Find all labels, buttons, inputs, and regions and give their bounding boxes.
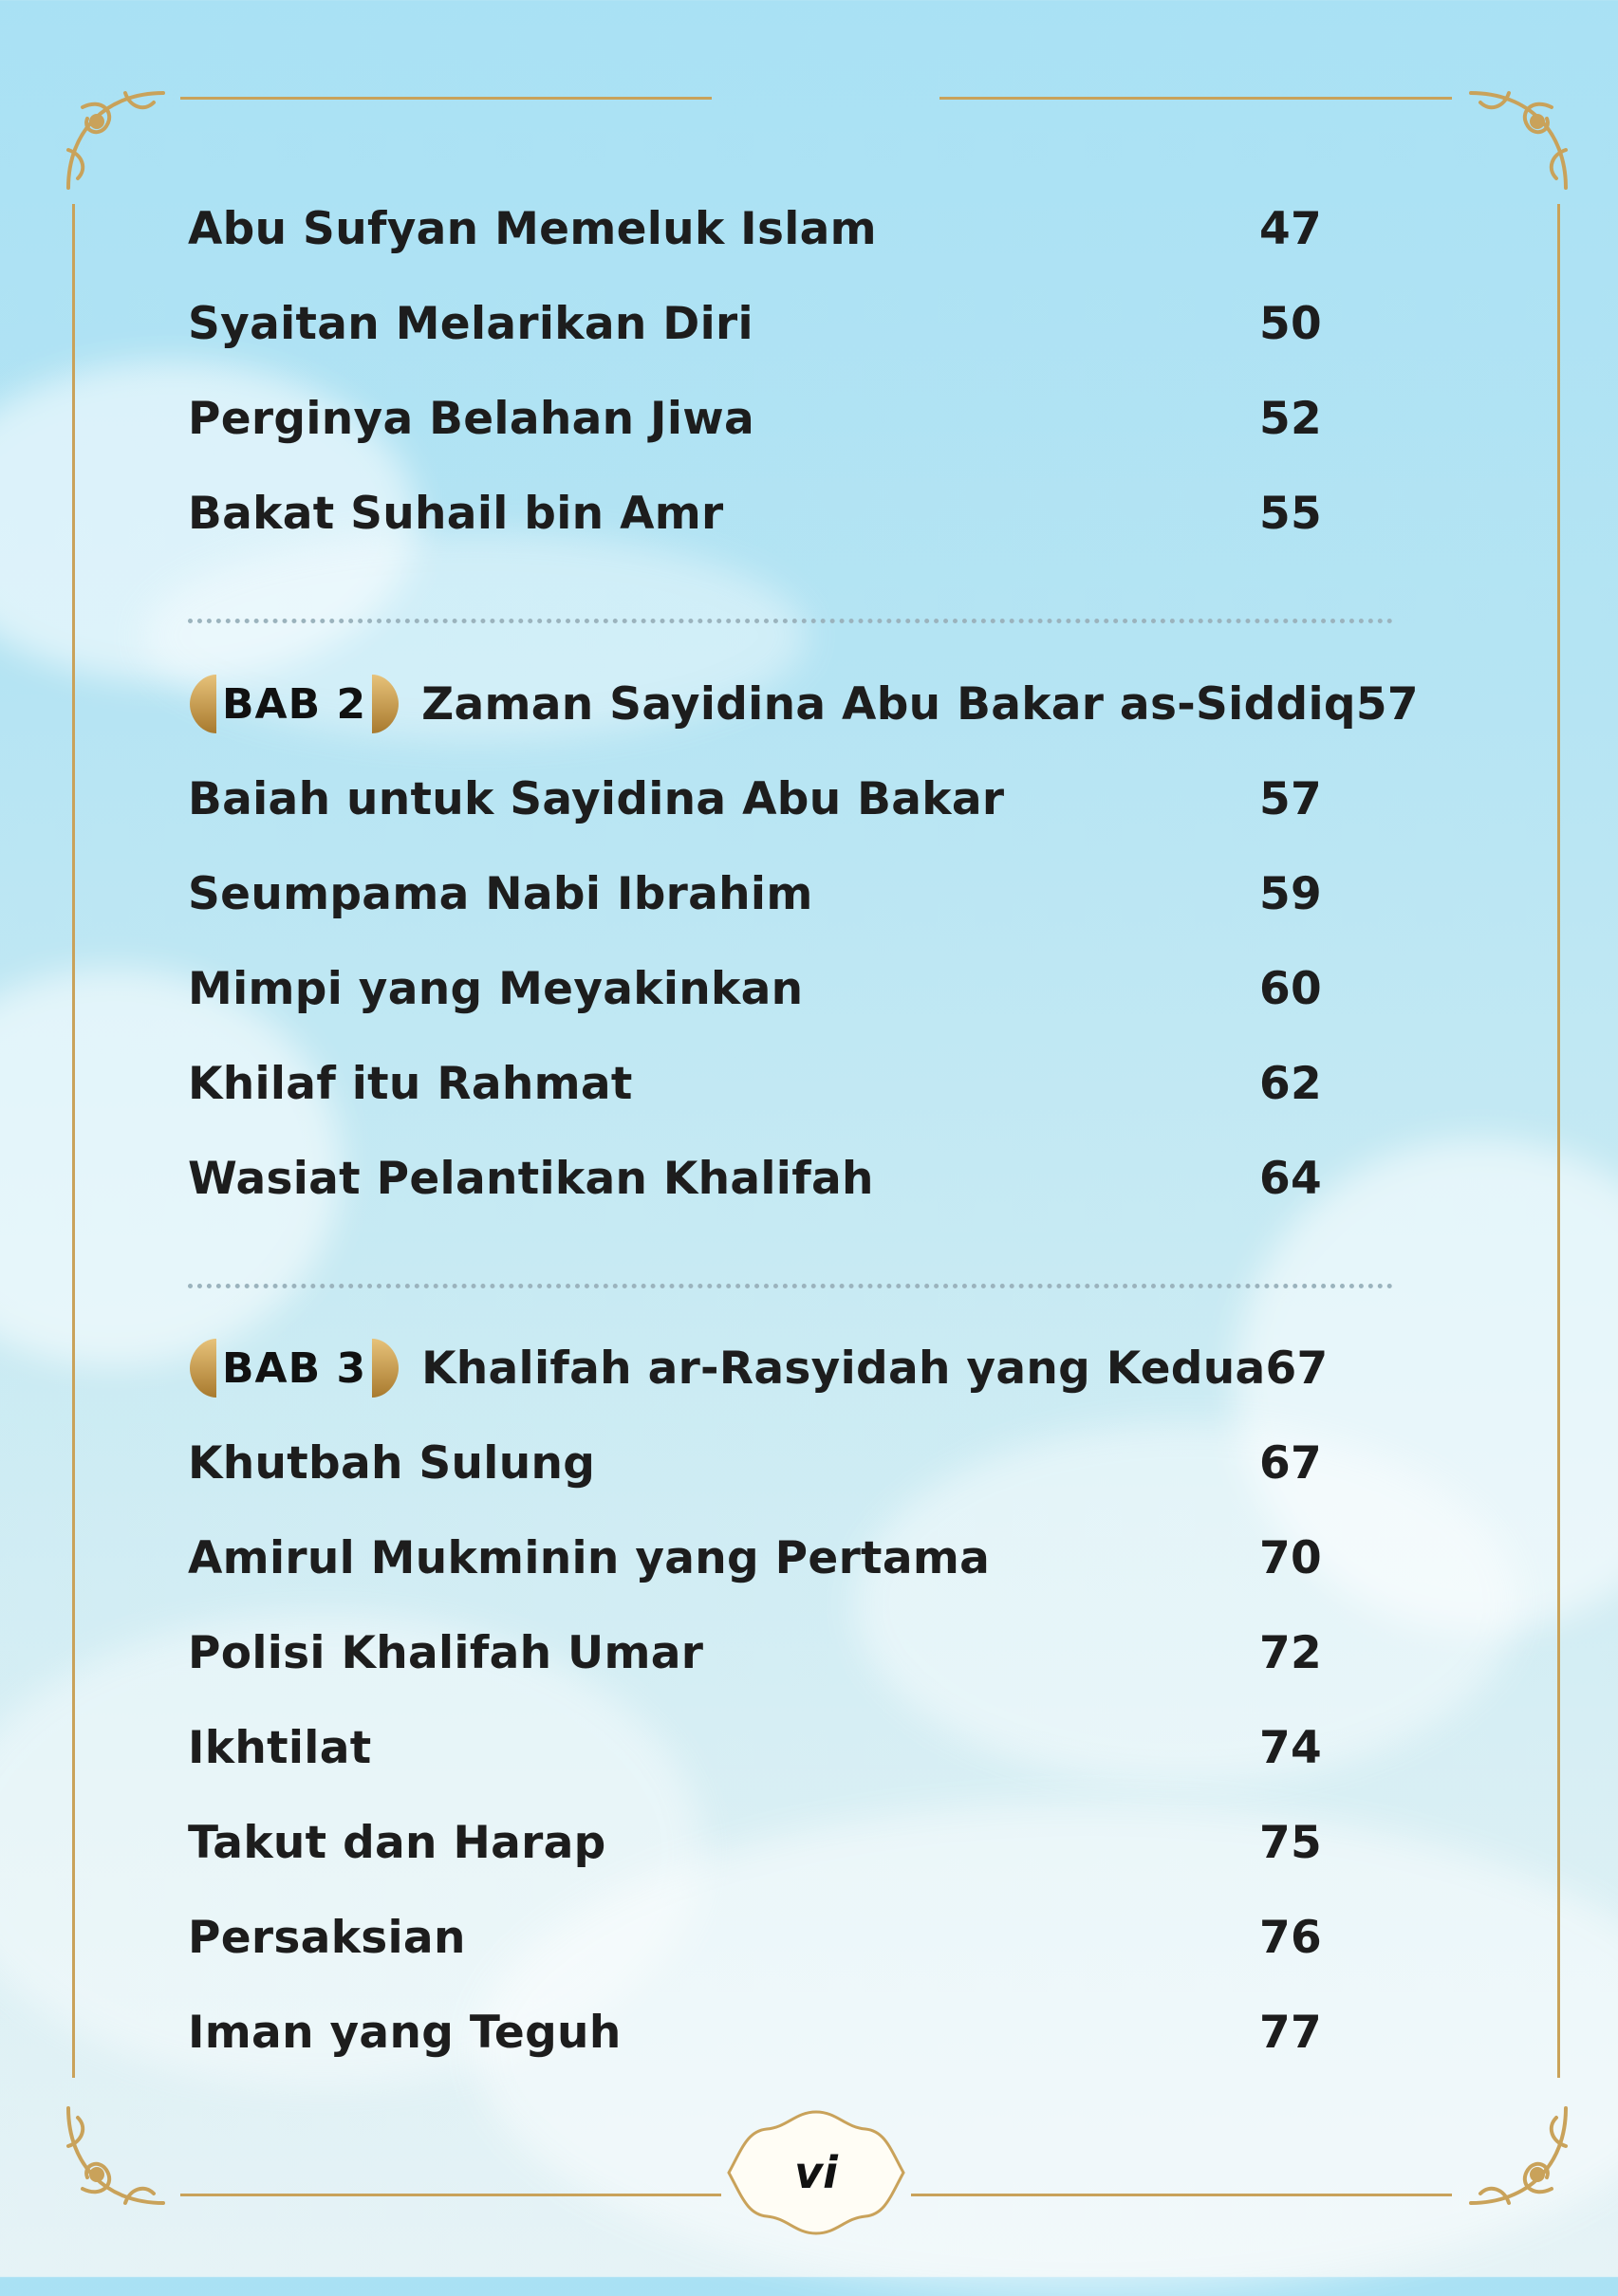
toc-entry-title: Baiah untuk Sayidina Abu Bakar (188, 772, 1005, 825)
chapter-page: 57 (1355, 677, 1419, 731)
toc-entry-page: 62 (1258, 1057, 1322, 1110)
toc-entry-page: 59 (1258, 867, 1322, 920)
chapter-heading-bab-3[interactable] (188, 1330, 1329, 1406)
toc-entry-page: 75 (1258, 1816, 1322, 1869)
page-number-badge (723, 2106, 909, 2239)
toc-entry-page: 57 (1258, 772, 1322, 825)
toc-entry[interactable] (188, 1615, 1322, 1691)
page-number: vi (794, 2147, 838, 2198)
section-divider (188, 1284, 1393, 1288)
toc-entry-page: 77 (1258, 2006, 1322, 2059)
toc-entry-title: Khutbah Sulung (188, 1436, 596, 1490)
badge-right-cap-icon (372, 1337, 400, 1399)
badge-left-cap-icon (188, 673, 216, 735)
badge-right-cap-icon (372, 673, 400, 735)
toc-entry[interactable] (188, 1805, 1322, 1880)
toc-entry[interactable] (188, 761, 1322, 837)
toc-entry-title: Mimpi yang Meyakinkan (188, 962, 804, 1015)
toc-entry[interactable] (188, 1710, 1322, 1786)
toc-entry-title: Khilaf itu Rahmat (188, 1057, 633, 1110)
toc-entry[interactable] (188, 191, 1322, 267)
toc-entry[interactable] (188, 1046, 1322, 1121)
toc-entry-page: 74 (1258, 1721, 1322, 1774)
toc-entry-page: 76 (1258, 1911, 1322, 1964)
toc-entry-title: Amirul Mukminin yang Pertama (188, 1531, 991, 1584)
toc-entry[interactable] (188, 951, 1322, 1027)
toc-entry-title: Polisi Khalifah Umar (188, 1626, 704, 1679)
toc-entry-title: Syaitan Melarikan Diri (188, 297, 753, 350)
toc-entry-title: Perginya Belahan Jiwa (188, 392, 754, 445)
toc-entry-title: Wasiat Pelantikan Khalifah (188, 1152, 874, 1205)
toc-entry-page: 70 (1258, 1531, 1322, 1584)
chapter-title: Zaman Sayidina Abu Bakar as-Siddiq (421, 677, 1356, 731)
toc-entry-title: Abu Sufyan Memeluk Islam (188, 202, 877, 255)
chapter-title: Khalifah ar-Rasyidah yang Kedua (421, 1342, 1266, 1395)
toc-entry[interactable] (188, 286, 1322, 361)
toc-entry-page: 50 (1258, 297, 1322, 350)
toc-entry[interactable] (188, 1520, 1322, 1596)
toc-entry[interactable] (188, 1994, 1322, 2070)
chapter-badge-label: BAB 3 (216, 1337, 372, 1399)
section-divider (188, 619, 1393, 623)
toc-entry-title: Iman yang Teguh (188, 2006, 622, 2059)
toc-entry-page: 64 (1258, 1152, 1322, 1205)
toc-entry[interactable] (188, 380, 1322, 456)
chapter-badge-label: BAB 2 (216, 673, 372, 735)
toc-entry-page: 60 (1258, 962, 1322, 1015)
toc-entry[interactable] (188, 1140, 1322, 1216)
toc-entry-title: Ikhtilat (188, 1721, 372, 1774)
toc-entry-page: 67 (1258, 1436, 1322, 1490)
toc-entry[interactable] (188, 1899, 1322, 1975)
toc-entry-page: 47 (1258, 202, 1322, 255)
chapter-heading-bab-2[interactable] (188, 666, 1419, 742)
toc-entry-page: 52 (1258, 392, 1322, 445)
chapter-page: 67 (1265, 1342, 1329, 1395)
toc-entry-title: Persaksian (188, 1911, 466, 1964)
toc-entry-title: Takut dan Harap (188, 1816, 606, 1869)
toc-entry-page: 55 (1258, 487, 1322, 540)
toc-entry-page: 72 (1258, 1626, 1322, 1679)
chapter-badge (188, 671, 400, 737)
toc-entry-title: Seumpama Nabi Ibrahim (188, 867, 813, 920)
chapter-badge (188, 1335, 400, 1401)
toc-entry[interactable] (188, 475, 1322, 551)
toc-entry[interactable] (188, 856, 1322, 932)
toc-entry-title: Bakat Suhail bin Amr (188, 487, 724, 540)
badge-left-cap-icon (188, 1337, 216, 1399)
toc-entry[interactable] (188, 1425, 1322, 1501)
